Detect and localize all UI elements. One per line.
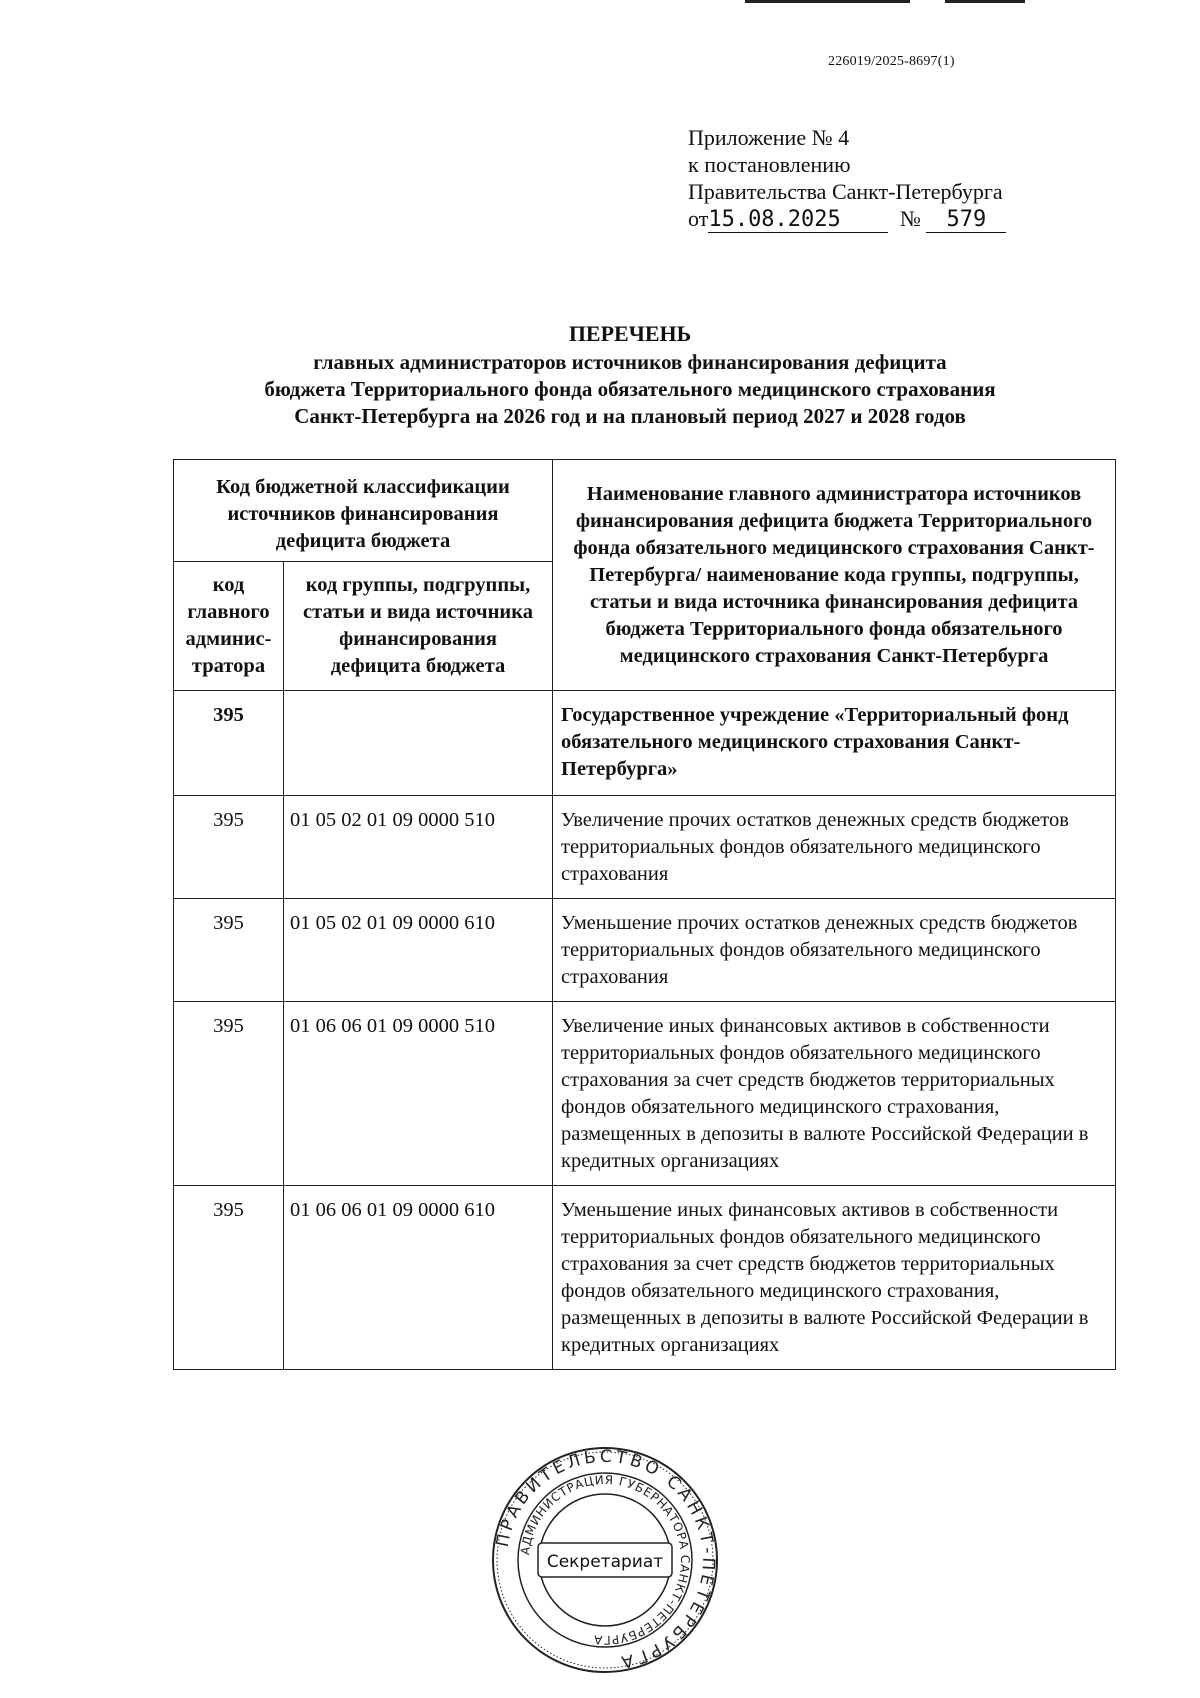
- header-group-cell: Код бюджетной классификации источников финансирования дефицита бюджета: [174, 460, 553, 562]
- appendix-line-3: Правительства Санкт-Петербурга: [688, 179, 1003, 204]
- table-row: [174, 1002, 1116, 1186]
- source-name: Увеличение прочих остатков денежных средств бюджетов территориальных фондов обязательного медицинского страхования: [553, 796, 1116, 899]
- source-name: Государственное учреждение «Территориальный фонд обязательного медицинского страхования Санкт-Петербурга»: [553, 691, 1116, 796]
- stamp-inner-text: АДМИНИСТРАЦИЯ ГУБЕРНАТОРА САНКТ-ПЕТЕРБУРГА: [518, 1472, 693, 1648]
- header-name-cell: Наименование главного администратора источников финансирования дефицита бюджета Территориального фонда обязательного медицинского страхования Санкт-Петербурга/ наименование кода группы, подгруппы, статьи и вида источника финансирования дефицита бюджета Территориального фонда обязательного медицинского страхования Санкт-Петербурга: [553, 460, 1116, 691]
- number-prefix: №: [899, 206, 921, 231]
- date-prefix: от: [688, 206, 709, 231]
- table-row: [174, 1186, 1116, 1370]
- source-code: 01 06 06 01 09 0000 510: [284, 1002, 553, 1186]
- stamp-center-text: Секретариат: [546, 1552, 664, 1572]
- document-title: [170, 320, 1090, 430]
- table-row: [174, 899, 1116, 1002]
- admin-code: 395: [174, 1186, 284, 1370]
- admin-code: 395: [174, 899, 284, 1002]
- stamp-outer-text: ПРАВИТЕЛЬСТВО САНКТ-ПЕТЕРБУРГА: [492, 1446, 719, 1673]
- admin-code: 395: [174, 796, 284, 899]
- admin-code: 395: [174, 1002, 284, 1186]
- document-number: 226019/2025-8697(1): [828, 54, 955, 69]
- scan-edge-mark: [745, 0, 910, 3]
- resolution-number: 579: [946, 207, 987, 232]
- source-code: 01 06 06 01 09 0000 610: [284, 1186, 553, 1370]
- header-row: [174, 460, 1116, 562]
- source-name: Уменьшение прочих остатков денежных средств бюджетов территориальных фондов обязательного медицинского страхования: [553, 899, 1116, 1002]
- source-name: Увеличение иных финансовых активов в собственности территориальных фондов обязательного медицинского страхования за счет средств бюджетов территориальных фондов обязательного медицинского страхования, размещенных в депозиты в валюте Российской Федерации в кредитных организациях: [553, 1002, 1116, 1186]
- header-code-cell: код группы, подгруппы, статьи и вида источника финансирования дефицита бюджета: [284, 562, 553, 691]
- title-line-1: главных администраторов источников финансирования дефицита: [313, 350, 947, 374]
- table-row: [174, 691, 1116, 796]
- source-code: 01 05 02 01 09 0000 610: [284, 899, 553, 1002]
- source-name: Уменьшение иных финансовых активов в собственности территориальных фондов обязательного медицинского страхования за счет средств бюджетов территориальных фондов обязательного медицинского страхования, размещенных в депозиты в валюте Российской Федерации в кредитных организациях: [553, 1186, 1116, 1370]
- sources-table: [173, 459, 1116, 1370]
- title-line-3: Санкт-Петербурга на 2026 год и на плановый период 2027 и 2028 годов: [294, 404, 966, 428]
- source-code: [284, 691, 553, 796]
- scan-edge-mark: [945, 0, 1025, 3]
- resolution-date: 15.08.2025: [708, 207, 841, 232]
- appendix-date-line: [688, 205, 1006, 233]
- source-code: 01 05 02 01 09 0000 510: [284, 796, 553, 899]
- appendix-line-1: Приложение № 4: [688, 125, 850, 150]
- header-admin-cell: код главного админис-тратора: [174, 562, 284, 691]
- table-row: [174, 796, 1116, 899]
- appendix-line-2: к постановлению: [688, 152, 851, 177]
- title-line-2: бюджета Территориального фонда обязательного медицинского страхования: [264, 377, 996, 401]
- admin-code: 395: [174, 691, 284, 796]
- title-main: ПЕРЕЧЕНЬ: [568, 321, 692, 346]
- appendix-block: [688, 124, 1006, 233]
